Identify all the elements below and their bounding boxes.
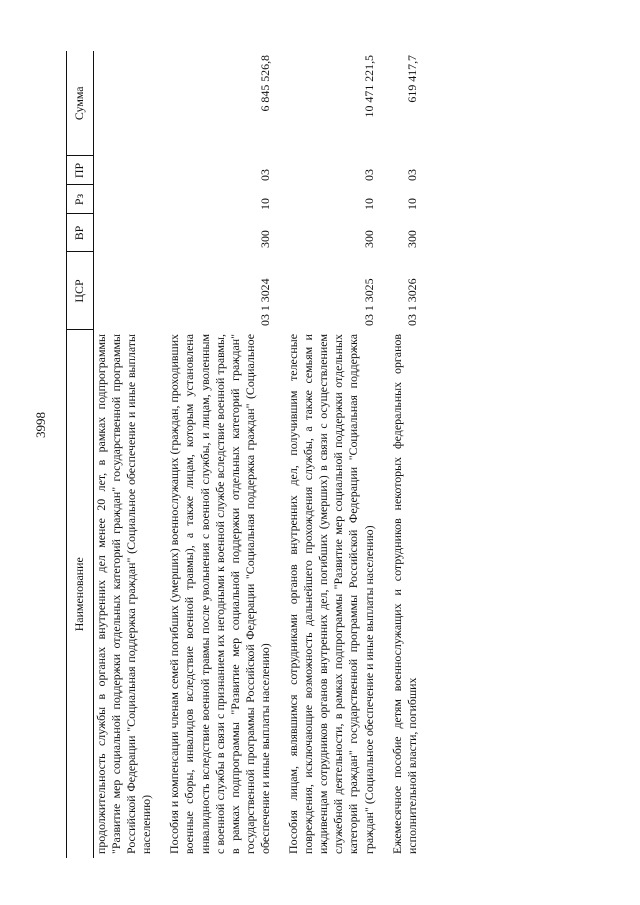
row-pr: 03	[257, 169, 272, 181]
row-sum: 6 845 526,8	[257, 55, 272, 112]
page-number: 3998	[33, 412, 48, 438]
header-name: Наименование	[67, 330, 94, 858]
budget-table	[66, 51, 420, 858]
row-csr: 03 1 3025	[361, 278, 376, 326]
row-rz	[94, 185, 155, 214]
row-vr: 300	[361, 230, 376, 248]
row-sum: 10 471 221,5	[361, 55, 376, 118]
row-vr	[94, 214, 155, 252]
row-name: Ежемесячное пособие детям военнослужащих и сотрудников некоторых федеральных органов исполнительной власти, погибших	[389, 334, 419, 854]
table-row	[390, 51, 420, 858]
table-header-row	[67, 51, 94, 858]
table-row	[286, 51, 377, 858]
header-vr: ВР	[67, 214, 94, 252]
row-pr: 03	[361, 169, 376, 181]
row-rz: 10	[257, 198, 272, 210]
row-vr: 300	[257, 230, 272, 248]
row-vr: 300	[404, 230, 419, 248]
row-sum: 619 417,7	[404, 55, 419, 103]
row-csr: 03 1 3024	[257, 278, 272, 326]
header-rz: Рз	[67, 185, 94, 214]
row-csr: 03 1 3026	[404, 278, 419, 326]
row-name: продолжительность службы в органах внутренних дел менее 20 лет, в рамках подпрограммы "Развитие мер социальной поддержки отдельных категорий граждан" государственной программы Российской Федерации "Социальная поддержка граждан" (Социальное обеспечение и иные выплаты населению)	[94, 334, 154, 854]
row-sum	[94, 51, 155, 156]
row-pr	[94, 156, 155, 185]
header-pr: ПР	[67, 156, 94, 185]
table-row	[167, 51, 273, 858]
row-rz: 10	[404, 198, 419, 210]
rotated-page	[66, 51, 615, 858]
header-csr: ЦСР	[67, 252, 94, 330]
row-name: Пособия и компенсации членам семей погибших (умерших) военнослужащих (граждан, проходивших военные сборы, инвалидов вследствие военной травмы), а также лицам, которым установлена инвалидность вследствие военной травмы после увольнения с военной службы, и лицам, уволенным с военной службы в связи с признанием их негодными к военной службе вследствие военной травмы, в рамках подпрограммы "Развитие мер социальной поддержки отдельных категорий граждан" государственной программы Российской Федерации "Социальная поддержка граждан" (Социальное обеспечение и иные выплаты населению)	[167, 334, 272, 854]
row-name: Пособия лицам, являвшимся сотрудниками органов внутренних дел, получившим телесные повреждения, исключающие возможность дальнейшего прохождения службы, а также семьям и иждивенцам сотрудников органов внутренних дел, погибших (умерших) в связи с осуществлением служебной деятельности, в рамках подпрограммы "Развитие мер социальной поддержки отдельных категорий граждан" государственной программы Российской Федерации "Социальная поддержка граждан" (Социальное обеспечение и иные выплаты населению)	[286, 334, 376, 854]
row-rz: 10	[361, 198, 376, 210]
header-sum: Сумма	[67, 51, 94, 156]
table-row	[94, 51, 155, 858]
row-csr	[94, 252, 155, 330]
row-pr: 03	[404, 169, 419, 181]
